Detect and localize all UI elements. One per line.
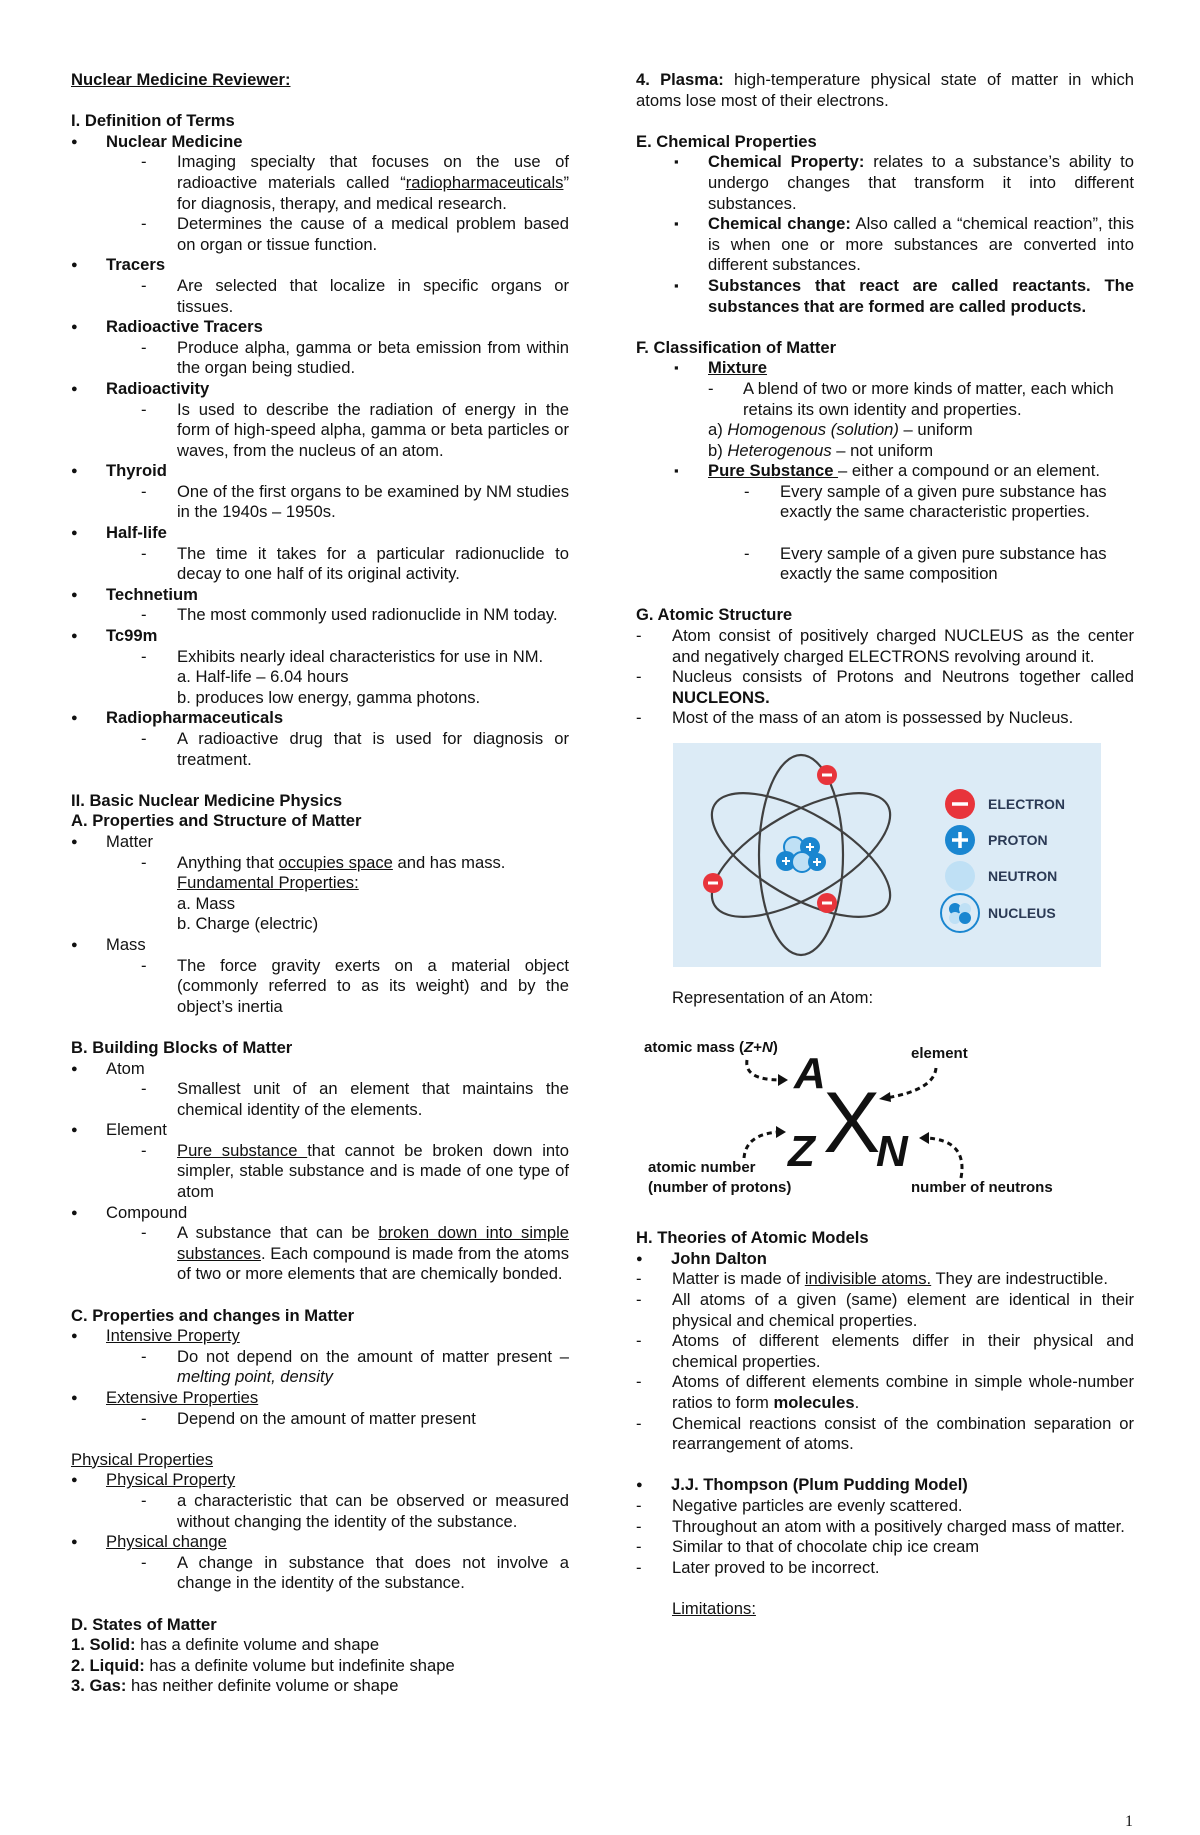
definition: - A substance that can be broken down into simple substances. Each compound is made from the atoms of two or more elements that are chemically bonded. (71, 1223, 569, 1285)
term-tc99m: ● Tc99m (71, 626, 569, 647)
dalton-point: - Chemical reactions consist of the combination separation or rearrangement of atoms. (636, 1414, 1134, 1455)
definition: - A radioactive drug that is used for diagnosis or treatment. (71, 729, 569, 770)
chemical-change: ▪ Chemical change: Also called a “chemical reaction”, this is when one or more substances are converted into different substances. (636, 214, 1134, 276)
legend-electron-label: ELECTRON (988, 796, 1065, 812)
page-number: 1 (1125, 1813, 1133, 1830)
element-symbol: X (823, 1075, 881, 1172)
atomic-mass-label: atomic mass (Z+N) (644, 1039, 778, 1057)
definition: - The most commonly used radionuclide in NM today. (71, 605, 569, 626)
definition: - One of the first organs to be examined by NM studies in the 1940s – 1950s. (71, 482, 569, 523)
term-radioactivity: ● Radioactivity (71, 379, 569, 400)
subsection-heading: D. States of Matter (71, 1614, 217, 1634)
term-thyroid: ● Thyroid (71, 461, 569, 482)
arrow-to-atomic-number (744, 1132, 779, 1158)
definition: - Is used to describe the radiation of energy in the form of high-speed alpha, gamma or beta particles or waves, from the nucleus of an atom. (71, 400, 569, 462)
definition: - A change in substance that does not involve a change in the identity of the substance. (71, 1553, 569, 1594)
atom-diagram (673, 743, 1101, 967)
dalton-point: - Atoms of different elements differ in their physical and chemical properties. (636, 1331, 1134, 1372)
definition: - Every sample of a given pure substance has exactly the same characteristic properties. (636, 482, 1134, 523)
definition: - A blend of two or more kinds of matter, each which retains its own identity and properties. (636, 379, 1134, 420)
electron-icon (817, 765, 837, 785)
dalton-point: - All atoms of a given (same) element are identical in their physical and chemical properties. (636, 1290, 1134, 1331)
section-heading: I. Definition of Terms (71, 111, 235, 131)
term-matter: ● Matter (71, 832, 569, 853)
legend-nucleus-label: NUCLEUS (988, 905, 1056, 921)
number-of-neutrons-label: number of neutrons (911, 1179, 1053, 1197)
term-extensive-properties: ● Extensive Properties (71, 1388, 569, 1409)
atomic-number-symbol: Z (788, 1127, 815, 1177)
definition: - The force gravity exerts on a material object (commonly referred to as its weight) and by the object’s inertia (71, 956, 569, 1018)
term-technetium: ● Technetium (71, 585, 569, 606)
thompson-point: - Negative particles are evenly scattered. (636, 1496, 1134, 1517)
arrow-to-neutron-number (926, 1138, 962, 1178)
definition: - Determines the cause of a medical problem based on organ or tissue function. (71, 214, 569, 255)
subsection-heading: G. Atomic Structure (636, 605, 793, 625)
definition: - Depend on the amount of matter present (71, 1409, 569, 1430)
fundamental-properties-label: Fundamental Properties: (177, 873, 359, 893)
term-radiopharmaceuticals: ● Radiopharmaceuticals (71, 708, 569, 729)
term-half-life: ● Half-life (71, 523, 569, 544)
thompson-point: - Later proved to be incorrect. (636, 1558, 1134, 1579)
number-of-protons-label: (number of protons) (648, 1179, 792, 1197)
sub-item: b. Charge (electric) (177, 914, 319, 934)
term-element: ● Element (71, 1120, 569, 1141)
term-mixture: ▪ Mixture (636, 358, 1134, 379)
dalton-point: - Matter is made of indivisible atoms. They are indestructible. (636, 1269, 1134, 1290)
subsection-heading: E. Chemical Properties (636, 131, 817, 151)
term-compound: ● Compound (71, 1203, 569, 1224)
thompson-point: - Throughout an atom with a positively charged mass of matter. (636, 1517, 1134, 1538)
subsection-heading: H. Theories of Atomic Models (636, 1228, 869, 1248)
sub-item: a. Mass (177, 893, 236, 913)
term-nuclear-medicine: ● Nuclear Medicine (71, 132, 569, 153)
left-column (71, 70, 569, 1697)
subsection-heading: A. Properties and Structure of Matter (71, 811, 362, 831)
thompson-point: - Similar to that of chocolate chip ice cream (636, 1537, 1134, 1558)
state-gas: 3. Gas: has neither definite volume or shape (71, 1676, 399, 1696)
definition: - Do not depend on the amount of matter present – melting point, density (71, 1347, 569, 1388)
model-john-dalton: ● John Dalton (636, 1249, 1134, 1270)
atomic-notation-diagram (566, 1018, 1064, 1218)
neutron-number-symbol: N (876, 1127, 908, 1177)
sub-item: b. produces low energy, gamma photons. (177, 687, 481, 707)
atomic-structure-item: - Most of the mass of an atom is possessed by Nucleus. (636, 708, 1134, 729)
term-pure-substance: ▪ Pure Substance – either a compound or an element. (636, 461, 1134, 482)
arrow-to-element (886, 1068, 936, 1098)
state-liquid: 2. Liquid: has a definite volume but indefinite shape (71, 1655, 455, 1675)
term-radioactive-tracers: ● Radioactive Tracers (71, 317, 569, 338)
section-heading: II. Basic Nuclear Medicine Physics (71, 790, 343, 810)
legend-neutron-label: NEUTRON (988, 868, 1058, 884)
definition: - Pure substance that cannot be broken down into simpler, stable substance and is made of one type of atom (71, 1141, 569, 1203)
atomic-number-label: atomic number (648, 1159, 756, 1177)
model-jj-thompson: ● J.J. Thompson (Plum Pudding Model) (636, 1475, 1134, 1496)
subsection-heading: B. Building Blocks of Matter (71, 1037, 293, 1057)
sub-item: a. Half-life – 6.04 hours (177, 667, 349, 687)
right-column (636, 70, 1134, 1619)
definition: - Exhibits nearly ideal characteristics for use in NM. (71, 647, 569, 668)
definition: - Every sample of a given pure substance has exactly the same composition (636, 544, 1134, 585)
sub-item: b) Heterogenous – not uniform (708, 440, 934, 460)
chemical-property: ▪ Chemical Property: relates to a substance’s ability to undergo changes that transform it into different substances. (636, 152, 1134, 214)
representation-caption: Representation of an Atom: (672, 987, 874, 1007)
term-intensive-property: ● Intensive Property (71, 1326, 569, 1347)
page-title: Nuclear Medicine Reviewer: (71, 70, 291, 89)
dalton-point: - Atoms of different elements combine in simple whole-number ratios to form molecules. (636, 1372, 1134, 1413)
definition: - Imaging specialty that focuses on the use of radioactive materials called “radiopharmaceuticals” for diagnosis, therapy, and medical research. (71, 152, 569, 214)
definition: - a characteristic that can be observed or measured without changing the identity of the substance. (71, 1491, 569, 1532)
mass-number-symbol: A (794, 1049, 826, 1099)
definition: - The time it takes for a particular radionuclide to decay to one half of its original activity. (71, 544, 569, 585)
definition: - Are selected that localize in specific organs or tissues. (71, 276, 569, 317)
subsection-heading: C. Properties and changes in Matter (71, 1305, 355, 1325)
term-mass: ● Mass (71, 935, 569, 956)
element-label: element (911, 1045, 968, 1063)
definition: - Smallest unit of an element that maintains the chemical identity of the elements. (71, 1079, 569, 1120)
physical-properties-heading: Physical Properties (71, 1449, 214, 1469)
atomic-structure-item: - Atom consist of positively charged NUCLEUS as the center and negatively charged ELECTRONS revolving around it. (636, 626, 1134, 667)
atom-diagram-background (673, 743, 1101, 967)
definition: - Anything that occupies space and has mass. (71, 853, 569, 874)
reactants-products: ▪ Substances that react are called reactants. The substances that are formed are called products. (636, 276, 1134, 317)
electron-icon (817, 893, 837, 913)
arrow-to-mass-number (747, 1060, 781, 1080)
term-physical-change: ● Physical change (71, 1532, 569, 1553)
term-atom: ● Atom (71, 1059, 569, 1080)
state-solid: 1. Solid: has a definite volume and shape (71, 1635, 380, 1655)
limitations-label: Limitations: (672, 1598, 756, 1618)
legend-proton-label: PROTON (988, 832, 1048, 848)
atomic-structure-item: - Nucleus consists of Protons and Neutrons together called NUCLEONS. (636, 667, 1134, 708)
term-physical-property: ● Physical Property (71, 1470, 569, 1491)
term-tracers: ● Tracers (71, 255, 569, 276)
state-plasma: 4. Plasma: high-temperature physical state of matter in which atoms lose most of their electrons. (636, 70, 1134, 110)
sub-item: a) Homogenous (solution) – uniform (708, 420, 973, 440)
subsection-heading: F. Classification of Matter (636, 337, 837, 357)
definition: - Produce alpha, gamma or beta emission from within the organ being studied. (71, 338, 569, 379)
electron-icon (703, 873, 723, 893)
